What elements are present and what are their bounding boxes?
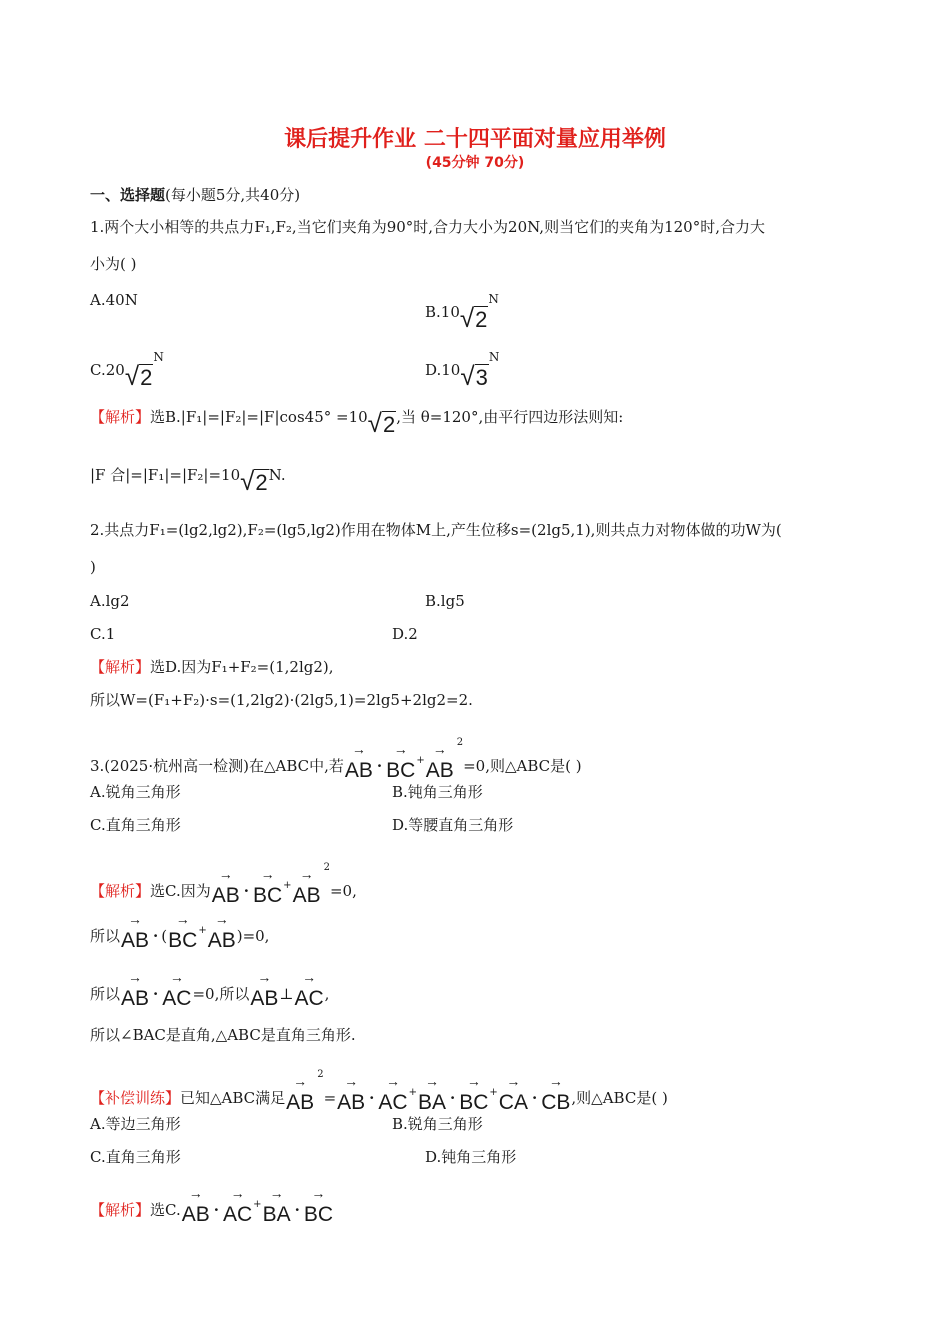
section-note: (每小题5分,共40分) (165, 186, 301, 204)
q2-option-a: A.lg2 (90, 592, 130, 610)
page-subtitle: (45分钟 70分) (425, 155, 525, 171)
extra-option-a: A.等边三角形 (90, 1115, 181, 1133)
q3-option-b: B.钝角三角形 (392, 783, 483, 801)
extra-option-d: D.钝角三角形 (425, 1148, 517, 1166)
q3-solution-line4: 所以∠BAC是直角,△ABC是直角三角形. (90, 1026, 356, 1044)
q3-option-d: D.等腰直角三角形 (392, 816, 514, 834)
q3-option-c: C.直角三角形 (90, 816, 181, 834)
q3-solution-line1: 【解析】选C.因为 → AB · → BC+ → AB2=0, (90, 862, 357, 907)
solution-tag: 【解析】 (90, 658, 151, 676)
q2-option-c: C.1 (90, 625, 116, 643)
solution-tag: 【解析】 (90, 1201, 151, 1219)
q2-solution-line1: 【解析】选D.因为F₁+F₂=(1,2lg2), (90, 658, 334, 676)
q1-option-d: $D.10√3^N$ (425, 350, 500, 391)
section-title: 一、选择题 (90, 186, 166, 204)
extra-tag: 【补偿训练】 (90, 1089, 181, 1107)
q1-option-c: $C.20√2^N$ (90, 350, 164, 391)
q1-stem-line2: 小为( ) (90, 255, 137, 273)
section-heading (90, 188, 300, 203)
q2-option-d: D.2 (392, 625, 418, 643)
vector-ab: → AB (344, 741, 373, 782)
extra-option-b: B.锐角三角形 (392, 1115, 483, 1133)
solution-tag: 【解析】 (90, 408, 151, 426)
q3-solution-line2: 所以 → AB · ( → BC+ → AB)=0, (90, 911, 270, 952)
extra-solution: 【解析】选C. → AB · → AC+ → BA · → BC (90, 1185, 333, 1226)
vector-ab: → AB (425, 741, 454, 782)
q1-option-a: A.40N (90, 291, 138, 309)
q3-solution-line3: 所以 → AB · → AC=0,所以 → AB⊥ → AC, (90, 969, 330, 1010)
q1-solution-line2: |F 合|=|F₁|=|F₂|=10√2N. (90, 466, 286, 496)
q1-stem-line1: 1.两个大小相等的共点力F₁,F₂,当它们夹角为90°时,合力大小为20N,则当它们的夹角为120°时,合力大 (90, 218, 765, 236)
extra-option-c: C.直角三角形 (90, 1148, 181, 1166)
q2-stem-line2: ) (90, 558, 96, 576)
extra-stem: 【补偿训练】已知△ABC满足 → AB2= → AB · → AC+ → BA · → BC+ → CA · → CB,则△ABC是( ) (90, 1069, 668, 1114)
q3-stem: 3.(2025·杭州高一检测)在△ABC中,若 → AB · → BC+ → AB2=0,则△ABC是( ) (90, 737, 582, 782)
q2-option-b: B.lg5 (425, 592, 465, 610)
q1-option-b: $B.10√2^N$ (425, 292, 499, 333)
q2-solution-line2: 所以W=(F₁+F₂)·s=(1,2lg2)·(2lg5,1)=2lg5+2lg2=2. (90, 691, 473, 709)
vector-bc: → BC (386, 741, 416, 782)
q2-stem-line1: 2.共点力F₁=(lg2,lg2),F₂=(lg5,lg2)作用在物体M上,产生位移s=(2lg5,1),则共点力对物体做的功W为( (90, 521, 782, 539)
q3-option-a: A.锐角三角形 (90, 783, 181, 801)
solution-tag: 【解析】 (90, 882, 151, 900)
q1-solution-line1: 【解析】选B.|F₁|=|F₂|=|F|cos45° =10√2,当 θ=120°,由平行四边形法则知: (90, 408, 624, 438)
page-title: 课后提升作业 二十四平面对量应用举例 (284, 127, 666, 152)
